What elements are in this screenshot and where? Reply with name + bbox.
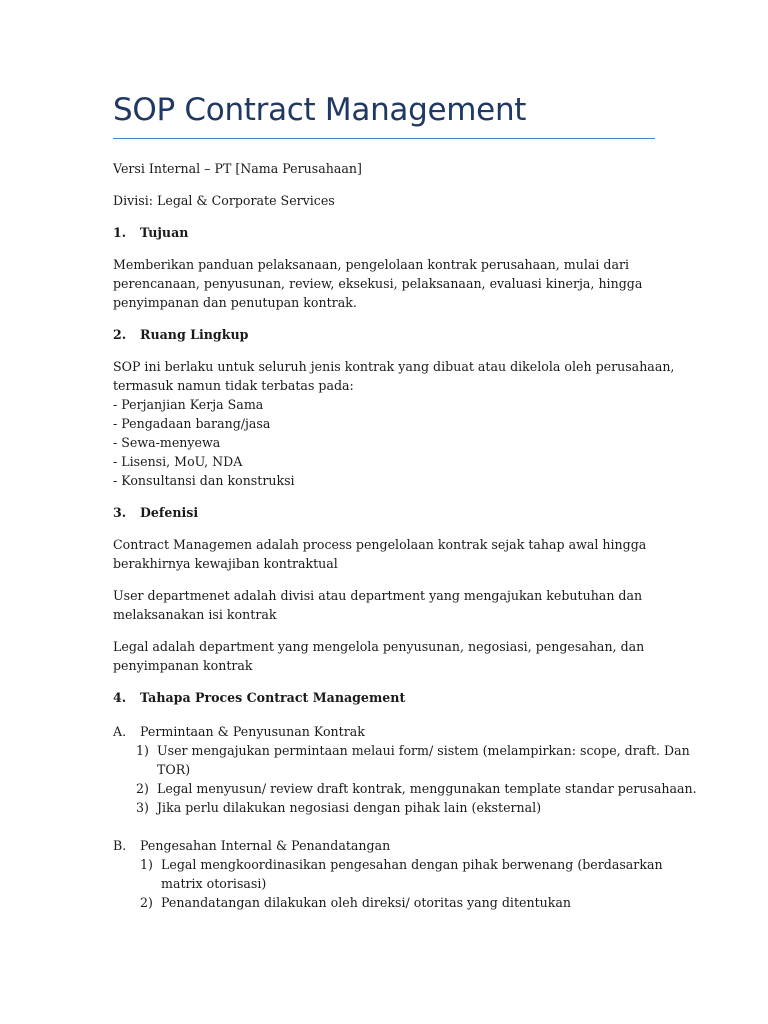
section-number: 2. bbox=[113, 327, 127, 342]
section-heading-ruang-lingkup bbox=[113, 325, 658, 344]
list-item bbox=[140, 893, 658, 912]
paragraph-line: berakhirnya kewajiban kontraktual bbox=[113, 556, 338, 571]
list-item-number: 1) bbox=[136, 743, 149, 758]
document-body bbox=[113, 159, 697, 931]
subsection-title-text: Pengesahan Internal & Penandatangan bbox=[140, 838, 391, 853]
definition-paragraph bbox=[113, 586, 658, 624]
numbered-list bbox=[113, 855, 663, 912]
paragraph-line: SOP ini berlaku untuk seluruh jenis kontrak yang dibuat atau dikelola oleh perusahaan, bbox=[113, 359, 675, 374]
paragraph-line: Memberikan panduan pelaksanaan, pengelolaan kontrak perusahaan, mulai dari bbox=[113, 257, 630, 272]
paragraph-line: perencanaan, penyusunan, review, eksekusi, pelaksanaan, evaluasi kinerja, hingga bbox=[113, 276, 643, 291]
list-item bbox=[136, 779, 697, 798]
list-item-text bbox=[157, 779, 697, 798]
list-item-text bbox=[161, 855, 663, 893]
numbered-list bbox=[113, 741, 697, 817]
subsection-title-text: Permintaan & Penyusunan Kontrak bbox=[140, 724, 365, 739]
list-item-line: Penandatangan dilakukan oleh direksi/ otoritas yang ditentukan bbox=[161, 895, 571, 910]
subsection-letter: A. bbox=[113, 724, 127, 739]
section-heading-defenisi bbox=[113, 503, 658, 522]
section-heading-text: Defenisi bbox=[140, 505, 199, 520]
list-item-line: User mengajukan permintaan melaui form/ sistem (melampirkan: scope, draft. Dan bbox=[157, 743, 690, 758]
division-line: Divisi: Legal & Corporate Services bbox=[113, 193, 335, 208]
list-item-number: 3) bbox=[136, 800, 149, 815]
list-item-line: Legal mengkoordinasikan pengesahan dengan pihak berwenang (berdasarkan bbox=[161, 857, 663, 872]
list-item-text bbox=[157, 798, 658, 817]
scope-list-item: - Sewa-menyewa bbox=[113, 435, 221, 450]
section-heading-text: Tujuan bbox=[140, 225, 189, 240]
subsection-letter: B. bbox=[113, 838, 127, 853]
list-item-line: Legal menyusun/ review draft kontrak, menggunakan template standar perusahaan. bbox=[157, 781, 697, 796]
list-item-line: Jika perlu dilakukan negosiasi dengan pihak lain (eksternal) bbox=[157, 800, 542, 815]
subsection-title bbox=[113, 722, 658, 741]
list-item bbox=[136, 741, 690, 779]
list-item-line: matrix otorisasi) bbox=[161, 876, 267, 891]
document-title: SOP Contract Management bbox=[113, 92, 527, 128]
section-number: 4. bbox=[113, 690, 127, 705]
section-heading-tahapan bbox=[113, 688, 658, 707]
section-number: 1. bbox=[113, 225, 127, 240]
section-number: 3. bbox=[113, 505, 127, 520]
paragraph-line: Contract Managemen adalah process pengelolaan kontrak sejak tahap awal hingga bbox=[113, 537, 647, 552]
paragraph-line: penyimpanan dan penutupan kontrak. bbox=[113, 295, 357, 310]
scope-list-item: - Konsultansi dan konstruksi bbox=[113, 473, 295, 488]
paragraph-line: User departmenet adalah divisi atau department yang mengajukan kebutuhan dan bbox=[113, 588, 643, 603]
section-heading-text: Ruang Lingkup bbox=[140, 327, 249, 342]
section-heading-text: Tahapa Proces Contract Management bbox=[140, 690, 406, 705]
list-item bbox=[140, 855, 663, 893]
paragraph-line: Legal adalah department yang mengelola penyusunan, negosiasi, pengesahan, dan bbox=[113, 639, 645, 654]
list-item-line: TOR) bbox=[157, 762, 191, 777]
subsection-title bbox=[113, 836, 658, 855]
paragraph-line: termasuk namun tidak terbatas pada: bbox=[113, 378, 354, 393]
subsection-a bbox=[113, 722, 697, 817]
list-item-number: 2) bbox=[140, 895, 153, 910]
section-heading-tujuan bbox=[113, 223, 658, 242]
list-item-text bbox=[161, 893, 658, 912]
title-underline bbox=[113, 138, 655, 139]
list-item-text bbox=[157, 741, 690, 779]
definition-paragraph bbox=[113, 637, 658, 675]
version-line: Versi Internal – PT [Nama Perusahaan] bbox=[113, 161, 362, 176]
list-item-number: 2) bbox=[136, 781, 149, 796]
paragraph-line: penyimpanan kontrak bbox=[113, 658, 253, 673]
scope-list-item: - Lisensi, MoU, NDA bbox=[113, 454, 243, 469]
list-item-number: 1) bbox=[140, 857, 153, 872]
list-item bbox=[136, 798, 658, 817]
subsection-b bbox=[113, 836, 663, 912]
paragraph-line: melaksanakan isi kontrak bbox=[113, 607, 277, 622]
ruang-lingkup-paragraph bbox=[113, 357, 675, 490]
scope-list-item: - Pengadaan barang/jasa bbox=[113, 416, 271, 431]
tujuan-paragraph bbox=[113, 255, 658, 312]
scope-list-item: - Perjanjian Kerja Sama bbox=[113, 397, 264, 412]
definition-paragraph bbox=[113, 535, 658, 573]
